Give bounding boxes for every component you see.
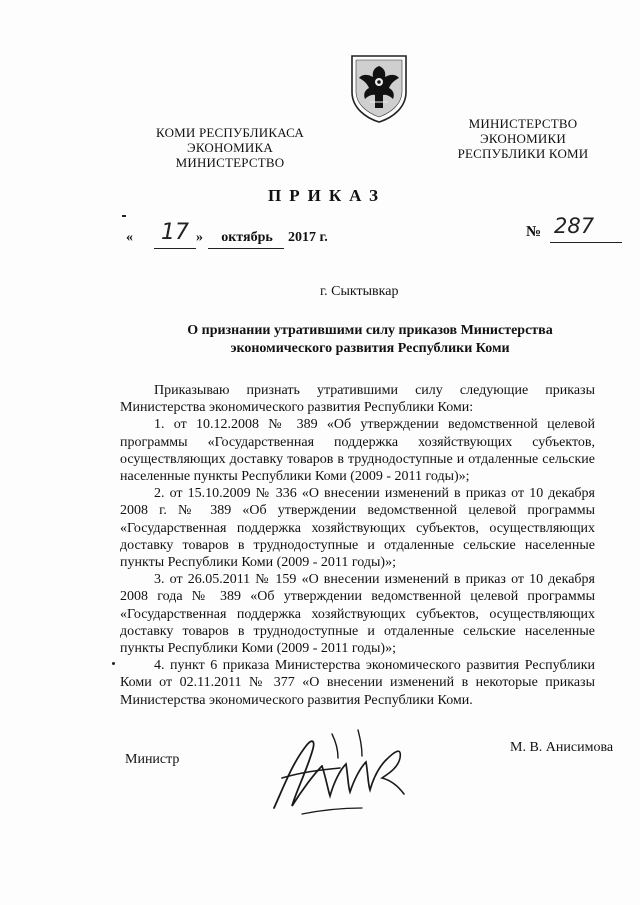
- header-left-line-3: МИНИСТЕРСТВО: [175, 155, 285, 170]
- date-day-underline: [154, 248, 196, 249]
- date-quote-close: »: [196, 230, 203, 245]
- body-item-1: 1. от 10.12.2008 № 389 «Об утверждении ведомственной целевой программы «Государственная поддержка хозяйствующих субъектов, осуществляющих доставку товаров в труднодоступные и отдаленные сельские населенные пункты Республики Коми (2009 - 2011 годы)»;: [120, 417, 595, 485]
- header-left-line-1: КОМИ РЕСПУБЛИКАСА: [156, 125, 304, 140]
- city-line: г. Сыктывкар: [320, 284, 399, 299]
- order-body: [120, 382, 595, 709]
- number-value: 287: [554, 214, 595, 238]
- number-underline: [550, 242, 622, 243]
- subject-line-2: экономического развития Республики Коми: [230, 341, 510, 356]
- date-quote-open: «: [126, 230, 133, 245]
- order-subject: [150, 322, 590, 358]
- signatory-name: М. В. Анисимова: [510, 740, 614, 755]
- order-number: [526, 214, 626, 244]
- document-title: ПРИКАЗ: [268, 186, 386, 205]
- header-left-line-2: ЭКОНОМИКА: [187, 140, 273, 155]
- header-komi-language-block: [130, 125, 330, 170]
- number-sign: №: [526, 224, 542, 240]
- date-year: 2017 г.: [288, 230, 328, 245]
- date-month-underline: [208, 248, 284, 249]
- subject-line-1: О признании утратившими силу приказов Министерства: [187, 323, 553, 338]
- body-intro: Приказываю признать утратившими силу следующие приказы Министерства экономического развития Республики Коми:: [120, 383, 595, 416]
- date-month: октябрь: [221, 230, 273, 245]
- body-item-4: 4. пункт 6 приказа Министерства экономического развития Республики Коми от 02.11.2011 № 377 «О внесении изменений в некоторые приказы Министерства экономического развития Республики Коми.: [120, 658, 595, 708]
- header-right-line-2: ЭКОНОМИКИ: [480, 131, 566, 146]
- header-right-line-1: МИНИСТЕРСТВО: [468, 116, 578, 131]
- body-item-3: 3. от 26.05.2011 № 159 «О внесении изменений в приказ от 10 декабря 2008 года № 389 «Об утверждении ведомственной целевой программы «Государственная поддержка хозяйствующих субъектов, осуществляющих доставку товаров в труднодоступные и отдаленные сельские населенные пункты Республики Коми (2009 - 2011 годы)»;: [120, 572, 595, 657]
- date-day: 17: [161, 220, 189, 245]
- margin-tick-mark: [122, 215, 126, 217]
- margin-dot-mark: [112, 662, 115, 665]
- header-right-line-3: РЕСПУБЛИКИ КОМИ: [457, 146, 589, 161]
- handwritten-signature-icon: [262, 716, 412, 826]
- komi-republic-coat-of-arms-icon: [348, 52, 410, 124]
- signatory-role: Министр: [125, 752, 180, 767]
- body-item-2: 2. от 15.10.2009 № 336 «О внесении изменений в приказ от 10 декабря 2008 г. № 389 «Об утверждении ведомственной целевой программы «Государственная поддержка хозяйствующих субъектов, осуществляющих доставку товаров в труднодоступные и отдаленные сельские населенные пункты Республики Коми (2009 - 2011 годы)»;: [120, 486, 595, 571]
- header-russian-language-block: [448, 116, 598, 161]
- order-date: [116, 222, 346, 250]
